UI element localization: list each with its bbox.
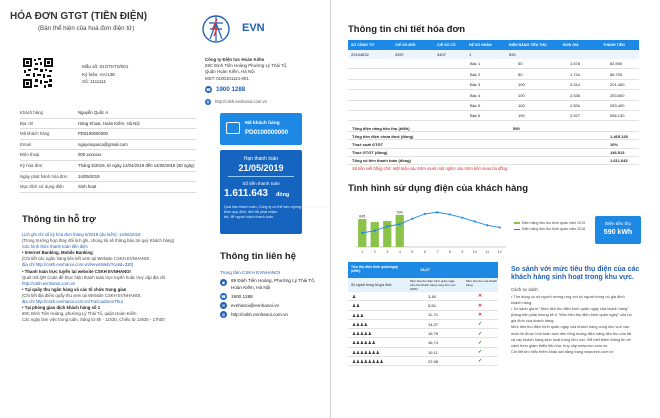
support-line[interactable]: địa chỉ http://cskh.evnhanoi.com.vn/TraCuuDiemThu) — [22, 299, 124, 305]
customer-info-label: Kỳ hóa đơn — [20, 162, 43, 168]
legend-item-2018 — [522, 226, 585, 232]
tier-row — [348, 101, 639, 111]
household-size: ♟ — [352, 294, 356, 299]
company-name: Công ty Điện lực Hoàn Kiếm — [205, 57, 265, 62]
chart-tick-label: 3 — [386, 250, 389, 254]
household-size: ♟♟ — [352, 303, 360, 309]
phone-icon: ☎ — [221, 294, 226, 299]
customer-info-row — [20, 140, 196, 151]
support-line: • Tại phòng giao dịch khách hàng số 1 — [22, 305, 101, 311]
company-tax-code: MST: 0100101114-001 — [205, 75, 249, 81]
legend-swatch-2018 — [514, 229, 520, 230]
payment-note — [224, 205, 329, 220]
compare-row — [348, 357, 498, 366]
chart-line-2018 — [362, 212, 500, 233]
compare-subtitle: Cách so sánh — [511, 287, 538, 292]
contact-website-link: http://cskh.evnhanoi.com.vn — [231, 312, 288, 317]
compare-description-line: Chi tiết tìm hiểu thêm khảo sát bằng trang www.evn.com.vn — [511, 348, 614, 354]
chart-point — [486, 224, 488, 226]
chart-data-label: 645 — [359, 214, 366, 219]
compare-row — [348, 301, 498, 310]
customer-info-label: Khách hàng — [20, 110, 43, 115]
household-size: ♟♟♟♟ — [352, 321, 368, 327]
totals-row — [348, 132, 639, 140]
tier-name: Bậc 1 — [470, 61, 481, 67]
usage-title: Tình hình sử dụng điện của khách hàng — [348, 183, 528, 194]
compare-description-line: gia đình cùa khách hàng. — [511, 318, 555, 324]
compare-description-line: mùa hè được tính toán dựa trên tổng lượng điện năng tiêu thụ của tất — [511, 330, 632, 336]
chart-bar — [383, 221, 391, 247]
compare-value: 11,74 — [428, 312, 438, 318]
customer-info-label: Địa chỉ — [20, 120, 34, 126]
chart-point — [399, 223, 401, 225]
tier-name: Bậc 2 — [470, 71, 481, 77]
company-address-1: 69C Đinh Tiên Hoàng Phường Lý Thái Tổ, — [205, 63, 288, 69]
household-size: ♟♟♟♟♟ — [352, 331, 372, 337]
chart-tick-label: 10 — [472, 250, 477, 254]
detail-header-cell: ĐIỆN NĂNG TIÊU THỤ — [509, 43, 547, 47]
totals-label: Thuế suất GTGT — [352, 141, 384, 147]
amount-value: 1.611.643 — [224, 188, 268, 199]
customer-info-row — [20, 182, 196, 193]
support-line: • Tại quầy thu ngân hàng và các tổ chức trung gian — [22, 286, 127, 292]
hotline[interactable] — [205, 84, 265, 95]
detail-header-cell: CHỈ SỐ CŨ — [437, 43, 456, 47]
compare-description-line: cách thức giảm thiểu tiêu thụ, truy cập www.evn.com.vn. — [511, 342, 609, 348]
tier-amount: 83.900 — [610, 61, 623, 67]
support-line: 69C Đinh Tiên Hoàng, phường Lý Thái Tổ, quận Hoàn Kiếm — [22, 311, 137, 317]
support-line: • Thanh toán trực tuyến tại website CSKH EVNHANOI — [22, 268, 131, 274]
meter-row — [348, 50, 639, 59]
compare-value: 5,54 — [428, 303, 436, 309]
compare-value: 19,11 — [428, 349, 438, 355]
household-size: ♟♟♟♟♟♟♟♟ — [352, 359, 384, 365]
contact-org: Trung tâm CSKH EVNHANOI — [220, 270, 281, 275]
customer-code-card — [220, 113, 302, 145]
contact-website[interactable] — [220, 311, 310, 319]
household-size: ♟♟♟ — [352, 312, 364, 318]
detail-table-header — [348, 40, 639, 50]
support-line: Các ngày làm việc trong tuần, Sáng từ 8h - 11h30, Chiều từ 13h30 - 17h00 — [22, 317, 165, 323]
compare-value: 22,98 — [428, 358, 439, 364]
tier-name: Bậc 6 — [470, 113, 481, 119]
tier-price: 1.678 — [570, 61, 581, 67]
chart-tick-label: 6 — [423, 250, 426, 254]
totals-label: Tổng số tiền thanh toán (đồng) — [352, 158, 411, 164]
customer-info-row — [20, 150, 196, 161]
tier-amount: 201.400 — [610, 82, 625, 88]
contact-email[interactable] — [220, 302, 300, 310]
chart-tick-label: 11 — [485, 250, 490, 254]
check-icon: ✓ — [478, 330, 483, 337]
household-size: ♟♟♟♟♟♟♟ — [352, 349, 380, 355]
compare-header-cell: Mức tiêu thụ điện bình quân ngày của các khách hàng cùng khu vực (kWh) — [410, 279, 456, 291]
contact-email-address: evnhanoi@evnhanoi.vn — [231, 303, 280, 308]
compare-row — [348, 348, 498, 357]
tier-name: Bậc 5 — [470, 102, 481, 108]
amount-currency: đồng — [276, 192, 290, 198]
compare-value: 16,78 — [428, 330, 439, 336]
chart-point — [499, 226, 501, 228]
chart-point — [411, 218, 413, 220]
evn-logo-icon — [200, 13, 232, 47]
contact-phone-number: 1900 1288 — [231, 294, 253, 299]
compare-header-cell: Mức tiêu thụ của khách hàng — [466, 279, 498, 287]
chart-tick-label: 12 — [497, 250, 502, 254]
chart-point — [436, 211, 438, 213]
chart-point — [386, 225, 388, 227]
customer-info-value: 14/05/2019 — [78, 173, 100, 179]
tier-price: 2.536 — [570, 92, 581, 98]
compare-description-line: • So sánh giá trị "Mức tiêu thụ điện bình quân ngày của khách hàng" — [511, 306, 629, 312]
chart-tick-label: 4 — [398, 250, 401, 254]
invoice-title: HÓA ĐƠN GTGT (TIỀN ĐIỆN) — [10, 11, 148, 22]
tier-row — [348, 69, 639, 79]
customer-info-label: Mục đích sử dụng điện — [20, 184, 64, 190]
form-symbol: Ký hiệu: AA/13E — [82, 71, 116, 77]
tier-amount: 283.400 — [610, 102, 625, 108]
id-card-icon — [226, 122, 240, 134]
support-line: Quét mã QR Code để thực hiện thanh toán trực tuyến hoặc truy cập địa chỉ — [22, 274, 166, 280]
qr-code-icon[interactable] — [22, 57, 54, 89]
contact-address-1: 69 Đinh Tiên Hoàng, Phường Lý Thái Tổ, — [231, 278, 316, 283]
globe-icon: ◍ — [221, 312, 226, 317]
meter-row-cell: 3397 — [395, 52, 404, 57]
company-info — [205, 57, 287, 82]
totals-mid: 590 — [513, 125, 520, 131]
company-website-link: http://cskh.evnhanoi.com.vn — [215, 99, 267, 104]
customer-info-row — [20, 172, 196, 183]
totals-row — [348, 157, 639, 165]
payment-note-line: theo quy định, tiền lãi phạt chậm — [224, 210, 278, 214]
evn-logo-text: EVN — [242, 22, 265, 34]
detail-header-cell: THÀNH TIỀN — [603, 43, 625, 47]
tier-row — [348, 59, 639, 69]
tier-kwh: 100 — [518, 102, 525, 108]
comparison-table — [348, 262, 498, 366]
support-line: (Trong trường hợp thay đổi lịch ghi, chúng tôi sẽ thông báo tới quý Khách hàng) — [22, 238, 175, 244]
totals-value: 1.611.643 — [610, 158, 628, 164]
customer-info-value: Tháng 5/2019, từ ngày 12/04/2019 đến 14/05/2019 (30 ngày) — [78, 162, 195, 168]
compare-subheader — [348, 278, 498, 292]
due-label: Hạn thanh toán — [243, 156, 279, 162]
evn-logo — [200, 13, 232, 52]
tier-price: 1.734 — [570, 71, 581, 77]
chart-legend — [522, 220, 585, 232]
due-date: 21/05/2019 — [238, 163, 284, 173]
usage-card-label: Điện tiêu thụ — [605, 221, 631, 226]
tier-price: 2.834 — [570, 102, 581, 108]
totals-table — [348, 124, 639, 165]
tier-row — [348, 80, 639, 90]
tier-kwh: 50 — [518, 61, 523, 67]
tier-price: 2.014 — [570, 82, 581, 88]
customer-info-row — [20, 161, 196, 172]
compare-description — [511, 294, 656, 355]
chart-data-label: 590 — [396, 210, 403, 215]
tier-kwh: 100 — [518, 82, 525, 88]
totals-label: Tổng tiền điện chưa thuế (đồng) — [352, 133, 414, 139]
customer-info-value: PD0100000000 — [78, 131, 108, 137]
compare-description-line: cả các khách hàng sinh hoạt trong khu vực. Để biết thêm thông tin về — [511, 336, 631, 342]
customer-info-label: Mã khách hàng — [20, 131, 50, 137]
customer-info-label: Email — [20, 141, 31, 147]
totals-label: Tổng điện năng tiêu thụ (kWh) — [352, 125, 410, 131]
compare-value: 16,74 — [428, 340, 439, 346]
legend-label-2018: Điện năng tiêu thụ bình quân năm 2018 — [522, 227, 586, 231]
compare-header-cell: Tiêu thụ điện bình quân/ngày (kWh) — [351, 265, 399, 274]
contact-title: Thông tin liên hệ — [220, 251, 296, 262]
chart-tick-label: 7 — [436, 250, 439, 254]
tier-amount: 253.600 — [610, 92, 625, 98]
payment-note-line: Quá hạn thanh toán, Công ty có thể tạm ngừng cấp điện và phạt — [224, 205, 330, 209]
globe-icon: ◍ — [206, 99, 210, 104]
customer-code-value: PD0100000000 — [245, 129, 289, 136]
tier-row — [348, 90, 639, 100]
mail-icon: ✉ — [221, 303, 226, 308]
customer-info-label: Ngày phát hành hóa đơn — [20, 173, 68, 179]
check-icon: ✓ — [478, 339, 483, 346]
support-title: Thông tin hỗ trợ — [22, 214, 96, 225]
tier-kwh: 100 — [518, 92, 525, 98]
chart-point — [424, 213, 426, 215]
card-divider — [228, 176, 294, 177]
compare-first-col: Số người trong hộ gia đình — [351, 283, 392, 287]
invoice-subtitle: (Bản thể hiện của hoá đơn điện tử) — [38, 25, 135, 32]
chart-point — [361, 232, 363, 234]
check-icon: ✓ — [478, 321, 483, 328]
customer-info-value: 000 xxxxxxx — [78, 152, 102, 158]
invoice-form-info — [82, 63, 128, 86]
support-line[interactable]: Lịch ghi chỉ số kỳ hóa đơn tháng 6/2019 (dự kiến): 14/06/2019 — [22, 232, 141, 237]
tier-amount: 556.130 — [610, 113, 625, 119]
totals-value: 10% — [610, 141, 619, 147]
meter-row-cell: 590 — [509, 52, 516, 57]
compare-description-line: khách hàng. — [511, 300, 533, 306]
chart-point — [374, 230, 376, 232]
support-line[interactable]: địa chỉ http://cskh.evnhanoi.com.vn/NewsWeb/?catid=330) — [22, 262, 134, 268]
chart-point — [449, 213, 451, 215]
support-line: (Chi tiết địa điểm quầy thu xem tại Website CSKH EVNHANOI, — [22, 292, 142, 298]
tier-name: Bậc 4 — [470, 92, 481, 98]
tier-name: Bậc 3 — [470, 82, 481, 88]
hotline-number: 1900 1288 — [216, 85, 246, 93]
totals-value: 1.465.130 — [610, 133, 628, 139]
support-line: (Chi tiết các ngân hàng liên kết xem tại Website CSKH EVNHANOI, — [22, 256, 151, 262]
support-lines — [22, 232, 202, 323]
totals-row — [348, 140, 639, 148]
detail-header-cell: HỆ SỐ NHÂN — [469, 43, 492, 47]
amount-label: Số tiền thanh toán — [242, 181, 280, 186]
customer-info-table — [20, 108, 196, 193]
totals-row — [348, 149, 639, 157]
compare-row — [348, 311, 498, 320]
tier-row — [348, 111, 639, 121]
amount-in-words: Số tiền viết bằng chữ: Một triệu sáu trăm mười một nghìn sáu trăm bốn mươi ba đồng — [352, 166, 508, 171]
tier-price: 2.927 — [570, 113, 581, 119]
customer-code-label: Mã khách hàng — [245, 121, 280, 126]
support-line: • Internet Banking, Mobile Banking — [22, 250, 93, 256]
customer-info-value: nguyenquoca@gmail.com — [78, 141, 128, 147]
usage-card — [595, 216, 641, 244]
support-line[interactable]: Các hình thức thanh toán tiền điện — [22, 244, 88, 250]
compare-row — [348, 292, 498, 301]
totals-row — [348, 124, 639, 132]
support-line[interactable]: http://cskh.evnhanoi.com.vn — [22, 280, 76, 286]
customer-info-row — [20, 129, 196, 140]
detail-header-cell: SỐ CÔNG TƠ — [351, 43, 375, 47]
tier-amount: 86.700 — [610, 71, 623, 77]
compare-header-value: 13,67 — [420, 267, 431, 272]
check-icon: ✓ — [478, 349, 483, 356]
location-pin-icon: ◉ — [221, 280, 226, 285]
detail-table — [348, 40, 639, 121]
phone-icon: ☎ — [206, 87, 211, 92]
compare-row — [348, 338, 498, 347]
customer-info-value: Hàng Khoai, Hoàn Kiếm, Hà Nội — [78, 120, 140, 126]
company-website[interactable] — [205, 99, 285, 107]
chart-point — [474, 220, 476, 222]
form-number: Mẫu số: 01GTKT0/001 — [82, 64, 129, 69]
cross-icon: ✕ — [478, 293, 483, 300]
detail-header-cell: ĐƠN GIÁ — [563, 43, 579, 47]
company-address-2: Quận Hoàn Kiếm, Hà Nội — [205, 69, 255, 75]
meter-row-cell: 3407 — [437, 52, 446, 57]
compare-description-line: Mức tiêu thụ điện bình quân ngày của khách hàng cùng khu vực vào — [511, 324, 630, 330]
invoice-number: Số: 1111111 — [82, 79, 107, 85]
detail-title: Thông tin chi tiết hóa đơn — [348, 24, 466, 35]
chart-tick-label: 9 — [461, 250, 464, 254]
customer-info-row — [20, 108, 196, 119]
totals-label: Thuế GTGT (đồng) — [352, 150, 388, 156]
contact-address-2: Hoàn Kiếm, Hà Nội — [231, 284, 271, 290]
meter-row-cell: 20154632 — [351, 52, 369, 57]
customer-info-label: Điện thoại — [20, 152, 40, 158]
customer-info-value: Sinh hoạt — [78, 184, 97, 190]
contact-phone[interactable] — [220, 293, 300, 301]
compare-table-header — [348, 262, 498, 278]
chart-tick-label: 1 — [361, 250, 364, 254]
cross-icon: ✕ — [478, 302, 483, 309]
legend-swatch-2019 — [514, 222, 520, 225]
compare-row — [348, 329, 498, 338]
cross-icon: ✕ — [478, 311, 483, 318]
chart-bar — [396, 215, 404, 247]
compare-description-line: (bảng bên phải khung kẻ ô "Mức tiêu thụ điện bình quân ngày" của hộ — [511, 312, 632, 318]
compare-title: So sánh với mức tiêu thụ điện của các khách hàng sinh hoạt trong khu vực. — [511, 266, 640, 282]
chart-bar — [371, 222, 379, 247]
chart-point — [461, 217, 463, 219]
chart-tick-label: 2 — [373, 250, 376, 254]
compare-value: 14,37 — [428, 321, 439, 327]
compare-value: 3,48 — [428, 293, 436, 299]
tier-kwh: 50 — [518, 71, 523, 77]
detail-header-cell: CHỈ SỐ MỚI — [395, 43, 416, 47]
customer-info-row — [20, 119, 196, 130]
household-size: ♟♟♟♟♟♟ — [352, 340, 376, 346]
invoice-right-page — [331, 0, 660, 418]
compare-row — [348, 320, 498, 329]
totals-value: 146.513 — [610, 150, 625, 156]
meter-row-cell: 1 — [469, 52, 472, 57]
customer-info-value: Nguyễn Quốc A — [78, 110, 109, 115]
usage-card-value: 590 kWh — [603, 229, 633, 236]
payment-card — [220, 150, 330, 234]
legend-label-2019: Điện năng tiêu thụ bình quân năm 2019 — [522, 221, 586, 225]
compare-description-line: • Tìm dòng có số người tương ứng với số người trong hộ gia đình — [511, 294, 625, 299]
check-icon: ✓ — [478, 358, 483, 365]
chart-tick-label: 5 — [411, 250, 414, 254]
chart-tick-label: 8 — [448, 250, 451, 254]
payment-note-line: trả, để người hành thanh toán. — [224, 215, 274, 219]
tier-kwh: 190 — [518, 113, 525, 119]
